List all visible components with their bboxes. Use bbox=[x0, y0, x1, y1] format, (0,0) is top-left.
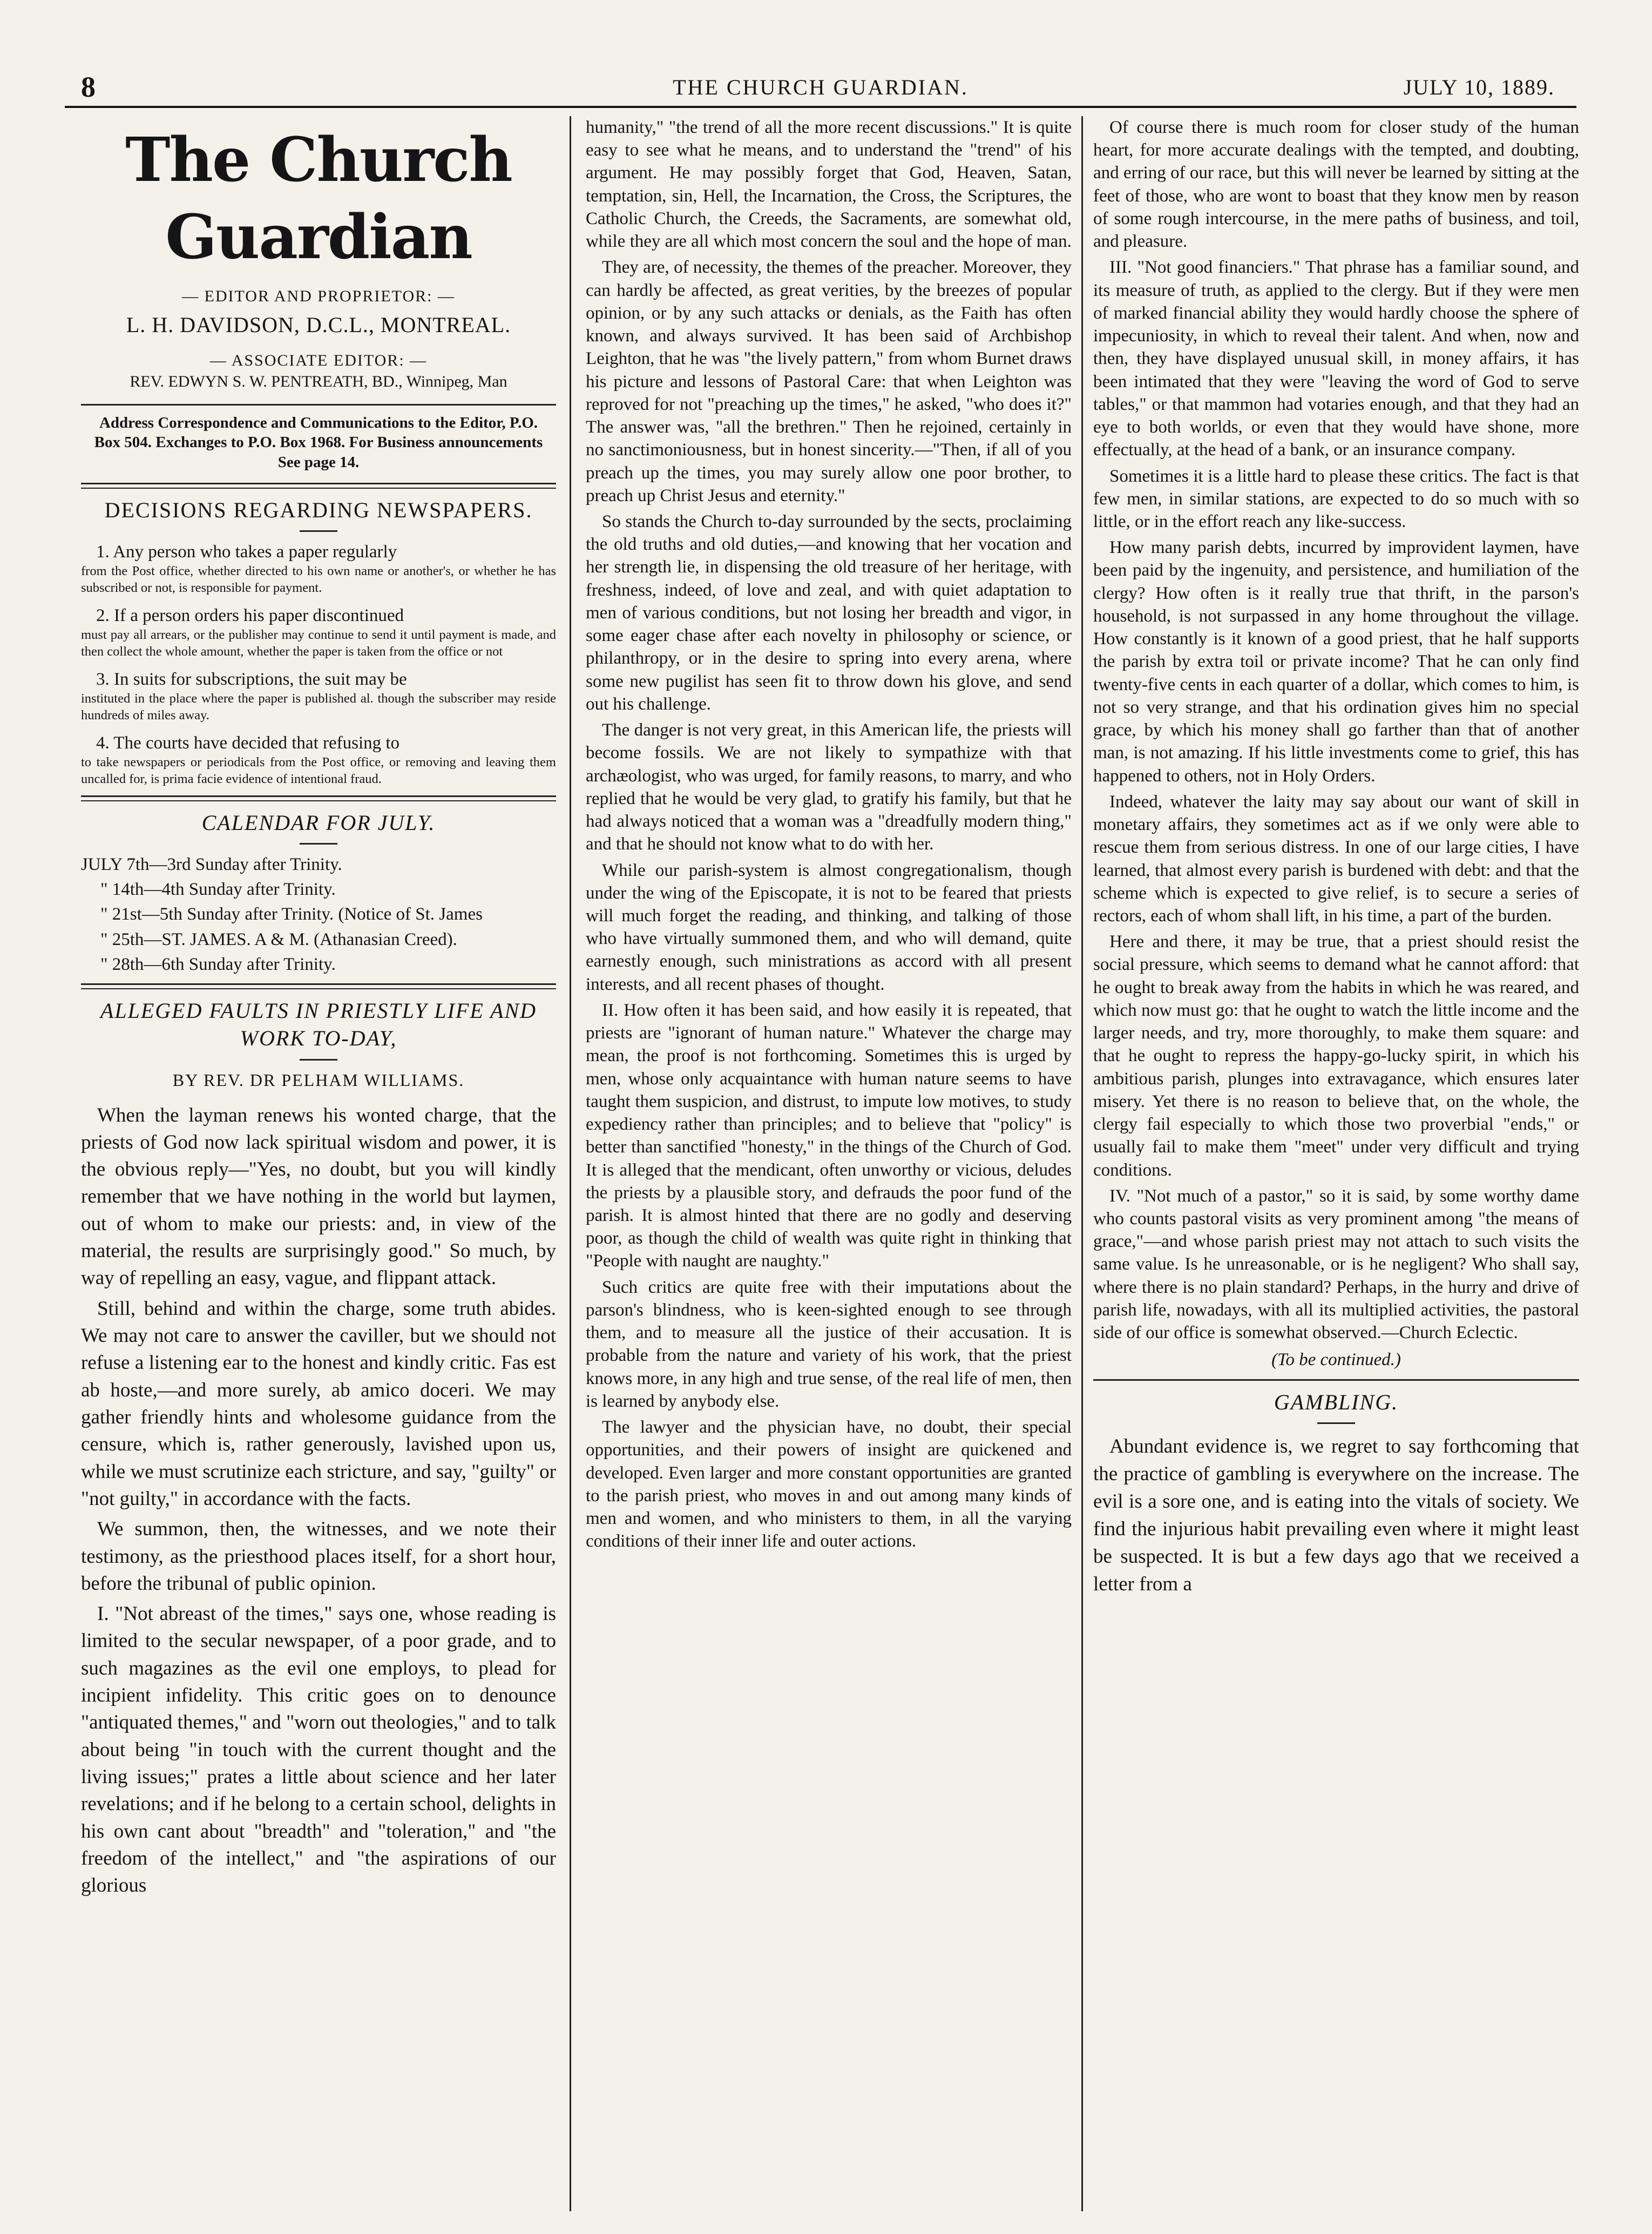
list-item: 3. In suits for subscriptions, the suit may be instituted in the place where the paper is published al. though the subscriber may reside hundreds of miles away. bbox=[81, 669, 556, 723]
paragraph: Such critics are quite free with their imputations about the parson's blindness, who is keen-sighted enough to see through them, and to measure all the justice of their accusation. It is probable from the nature and variety of his work, that the priest knows more, in any high and true sense, of the real life of men, then is learned by anybody else. bbox=[586, 1277, 1072, 1411]
calendar-entry: " 14th—4th Sunday after Trinity. bbox=[100, 880, 336, 900]
paragraph: Abundant evidence is, we regret to say forthcoming that the practice of gambling is everywhere on the increase. The evil is a sore one, and is eating into the vitals of society. We find the injurious habit prevailing even where it might least be suspected. It is but a few days ago that we received a letter from a bbox=[1093, 1435, 1579, 1596]
decisions-list bbox=[81, 541, 556, 788]
associate-name: REV. EDWYN S. W. PENTREATH, BD., Winnipeg, Man bbox=[130, 372, 507, 390]
calendar-entry: JULY 7th—3rd Sunday after Trinity. bbox=[81, 855, 342, 875]
short-rule bbox=[300, 530, 337, 532]
gambling-heading: GAMBLING. bbox=[1274, 1389, 1399, 1414]
paragraph: Still, behind and within the charge, some truth abides. We may not care to answer the caviller, but we should not refuse a listening ear to the honest and kindly critic. Fas est ab hoste,—and more surely, ab amico doceri. We may gather friendly hints and wholesome guidance from the censure, which is, rather generously, lavished upon us, while we must scrutinize each stricture, and say, "guilty" or "not guilty," in accordance with the facts. bbox=[81, 1297, 556, 1510]
rule bbox=[1093, 1379, 1579, 1381]
running-title: THE CHURCH GUARDIAN. bbox=[673, 75, 969, 99]
calendar-entry: " 25th—ST. JAMES. A & M. (Athanasian Creed). bbox=[100, 929, 457, 949]
rule bbox=[81, 404, 556, 406]
paragraph: Indeed, whatever the laity may say about our want of skill in monetary affairs, they sometimes act as if we only were able to rescue them from serious distress. In one of our large cities, I have learned, that almost every parish is burdened with debt: and that the scheme which is expected to give relief, is to secure a series of rectors, each of whom shall lift, in his time, a part of the burden. bbox=[1093, 792, 1579, 926]
paragraph: IV. "Not much of a pastor," so it is said, by some worthy dame who counts pastoral visits as very prominent among "the means of grace,"—and whose parish priest may not attach to such visits the same value. Is he unreasonable, or is he negligent? Who shall say, where there is no plain standard? Perhaps, in the hurry and drive of parish life, nowadays, with all its multiplied activities, the pastoral side of our office is somewhat observed.—Church Eclectic. bbox=[1093, 1186, 1579, 1343]
editor-name: L. H. DAVIDSON, D.C.L., MONTREAL. bbox=[126, 313, 511, 338]
short-rule bbox=[300, 843, 337, 845]
paragraph: The lawyer and the physician have, no doubt, their special opportunities, and their powers of insight are quickened and developed. Even larger and more constant opportunities are granted to the parish priest, who moves in and out among many kinds of men and women, and who ministers to them, in all the varying conditions of their inner life and outer actions. bbox=[586, 1418, 1072, 1551]
continued-note: (To be continued.) bbox=[1271, 1350, 1401, 1370]
column-1 bbox=[81, 116, 556, 2211]
paragraph: They are, of necessity, the themes of the preacher. Moreover, they can hardly be affected, as great verities, by the breezes of popular opinion, or by any such attacks or denials, as the Faith has often known, and always survived. It has been said of Archbishop Leighton, that he was "the lively pattern," from whom Burnet draws his picture and lessons of Pastoral Care: that when Leighton was reproved for not "preaching up the times," he asked, "who does it?" The answer was, "all the brethren." Then he rejoined, certainly in no sanctimoniousness, but in honest sincerity.—"Then, if all of you preach up the times, you may surely allow one poor brother, to preach up Christ Jesus and eternity." bbox=[586, 258, 1072, 505]
masthead-title: The Church Guardian bbox=[125, 125, 512, 273]
double-rule bbox=[81, 483, 556, 489]
paragraph: II. How often it has been said, and how easily it is repeated, that priests are "ignorant of human nature." Whatever the charge may mean, the proof is not forthcoming. Sometimes this is urged by men, whose only acquaintance with human nature seems to have taught them suspicion, and distrust, to impute low motives, to study expediency rather than principles; and to believe that "policy" is better than sanctified "honesty," in the things of the Church of God. It is alleged that the mendicant, often unworthy or vicious, deludes the priests by a plausible story, and defrauds the poor fund of the parish. It is almost hinted that there are no godly and deserving poor, as though the child of wealth was quite right in thinking that "People with naught are naughty." bbox=[586, 1000, 1072, 1271]
article-heading: ALLEGED FAULTS IN PRIESTLY LIFE AND WORK TO-DAY, bbox=[100, 998, 537, 1051]
decisions-heading: DECISIONS REGARDING NEWSPAPERS. bbox=[104, 497, 533, 522]
paragraph: While our parish-system is almost congregationalism, though under the wing of the Episcopate, it is not to be feared that priests will much forget the reading, and thinking, and talking of those who have virtually summoned them, and who will demand, quite earnestly enough, such ministrations as accord with all present interests, and all recent phases of thought. bbox=[586, 860, 1072, 994]
paragraph: humanity," "the trend of all the more recent discussions." It is quite easy to see what he means, and to understand the "trend" of his argument. He may possibly forget that God, Heaven, Satan, temptation, sin, Hell, the Incarnation, the Cross, the Scriptures, the Catholic Church, the Creeds, the Sacraments, are somewhat old, while they are all which most concern the soul and the hope of man. bbox=[586, 118, 1072, 252]
paragraph: Sometimes it is a little hard to please these critics. The fact is that few men, in similar stations, are expected to do so much with so little, or in the effort reach any like-success. bbox=[1093, 466, 1579, 531]
correspondence-notice: Address Correspondence and Communications to the Editor, P.O. Box 504. Exchanges to P.O. Box 1968. For Business announcements See page 14. bbox=[94, 414, 543, 471]
associate-label: — ASSOCIATE EDITOR: — bbox=[209, 352, 428, 370]
list-item: 2. If a person orders his paper discontinued must pay all arrears, or the publisher may continue to send it until payment is made, and then collect the whole amount, whether the paper is taken from the office or not bbox=[81, 605, 556, 659]
column-2 bbox=[586, 116, 1072, 2211]
page-number: 8 bbox=[81, 71, 96, 103]
paragraph: III. "Not good financiers." That phrase has a familiar sound, and its measure of truth, as applied to the clergy. But if they were men of marked financial ability they would hardly choose the sphere of impecuniosity, in which to reveal their talent. And when, now and then, they have displayed unusual skill, in money affairs, it has been intimated that they were "leaving the word of God to serve tables," or that mammon had votaries enough, and that they had an eye to both worlds, or even that they would have shone, more effectually, at the head of a bank, or an insurance company. bbox=[1093, 258, 1579, 460]
list-item: 1. Any person who takes a paper regularly from the Post office, whether directed to his own name or another's, or whether he has subscribed or not, is responsible for payment. bbox=[81, 542, 556, 596]
paragraph: The danger is not very great, in this American life, the priests will become fossils. We are not likely to sympathize with that archæologist, who was urged, for family reasons, to marry, and who replied that he would be very glad, to gratify his family, but that he had always noticed that a woman was a "dreadfully modern thing," and that he should not know what to do with her. bbox=[586, 720, 1072, 854]
column-divider bbox=[1081, 116, 1083, 2211]
editor-label: — EDITOR AND PROPRIETOR: — bbox=[182, 287, 455, 305]
running-head bbox=[65, 70, 1576, 103]
paragraph: So stands the Church to-day surrounded by the sects, proclaiming the old truths and old duties,—and knowing that her vocation and her strength lie, in dispensing the old treasure of her heritage, with freshness, indeed, of love and zeal, and with quiet adaptation to men of various conditions, but not losing her breadth and vigor, in some eager chase after each novelty in philosophy or science, or philanthropy, or in the desire to spring into every arena, where some new pugilist has seen fit to throw down his glove, and send out his challenge. bbox=[586, 511, 1072, 714]
paragraph: Here and there, it may be true, that a priest should resist the social pressure, which seems to demand what he cannot afford: that he ought to break away from the habits in which he was reared, and which now must go: that he ought to watch the little income and the larger needs, and try, more thoroughly, to make them square: and that he ought to repress the happy-go-lucky spirit, in which his ambitious parish, plunges into extravagance, which ensures later misery. Yet there is no reason to believe that, on the whole, the clergy fail especially to which those two proverbial "ends," or usually fail to make them "meet" under very difficult and trying conditions. bbox=[1093, 932, 1579, 1180]
short-rule bbox=[300, 1059, 337, 1061]
double-rule bbox=[81, 983, 556, 989]
header-rule bbox=[65, 106, 1576, 108]
calendar-entry: " 21st—5th Sunday after Trinity. (Notice of St. James bbox=[100, 905, 483, 924]
short-rule bbox=[1317, 1422, 1355, 1424]
paragraph: Of course there is much room for closer study of the human heart, for more accurate dealings with the tempted, and doubting, and erring of our race, but this will never be learned by sitting at the feet of those, who are wont to boast that they know men by reason of some rough intercourse, in the mere paths of business, and toil, and pleasure. bbox=[1093, 118, 1579, 252]
list-item: 4. The courts have decided that refusing to to take newspapers or periodicals from the Post office, or removing and leaving them uncalled for, is prima facie evidence of intentional fraud. bbox=[81, 733, 556, 786]
paragraph: How many parish debts, incurred by improvident laymen, have been paid by the ingenuity, and persistence, and humiliation of the clergy? How often is it really true that thrift, in the parson's household, is not surpassed in any home throughout the village. How constantly is it known of a good priest, that he half supports the parish by extra toil or private income? That he can only find twenty-five cents in each quarter of a dollar, which comes to him, is not so very strange, and that his ordination gives him no special grace, by which his money shall go farther than that of another man, is not amazing. If his little investments come to grief, this has happened to others, not in Holy Orders. bbox=[1093, 538, 1579, 786]
paragraph: When the layman renews his wonted charge, that the priests of God now lack spiritual wisdom and power, it is the obvious reply—"Yes, no doubt, but you will kindly remember that we have nothing in the world but laymen, out of whom to make our priests: and, in view of the material, the results are surprisingly good." So much, by way of repelling an easy, vague, and flippant attack. bbox=[81, 1104, 556, 1290]
paragraph: We summon, then, the witnesses, and we note their testimony, as the priesthood places itself, for a short hour, before the tribunal of public opinion. bbox=[81, 1518, 556, 1595]
column-divider bbox=[570, 116, 571, 2211]
calendar-heading: CALENDAR FOR JULY. bbox=[201, 810, 436, 835]
paragraph: I. "Not abreast of the times," says one, whose reading is limited to the secular newspaper, of a poor grade, and to such magazines as the evil one employs, to plead for incipient infidelity. This critic goes on to denounce "antiquated themes," and "worn out theologies," and to talk about being "in touch with the current thought and the living issues;" prates a little about science and her later revelations; and if he belong to a certain school, delights in his own cant about "breadth" and "toleration," and "the freedom of the intellect," and "the aspirations of our glorious bbox=[81, 1603, 556, 1897]
double-rule bbox=[81, 795, 556, 801]
calendar-entry: " 28th—6th Sunday after Trinity. bbox=[100, 954, 336, 974]
column-3 bbox=[1093, 116, 1579, 2211]
article-byline: BY REV. DR PELHAM WILLIAMS. bbox=[172, 1070, 465, 1090]
issue-date: JULY 10, 1889. bbox=[1403, 75, 1555, 99]
